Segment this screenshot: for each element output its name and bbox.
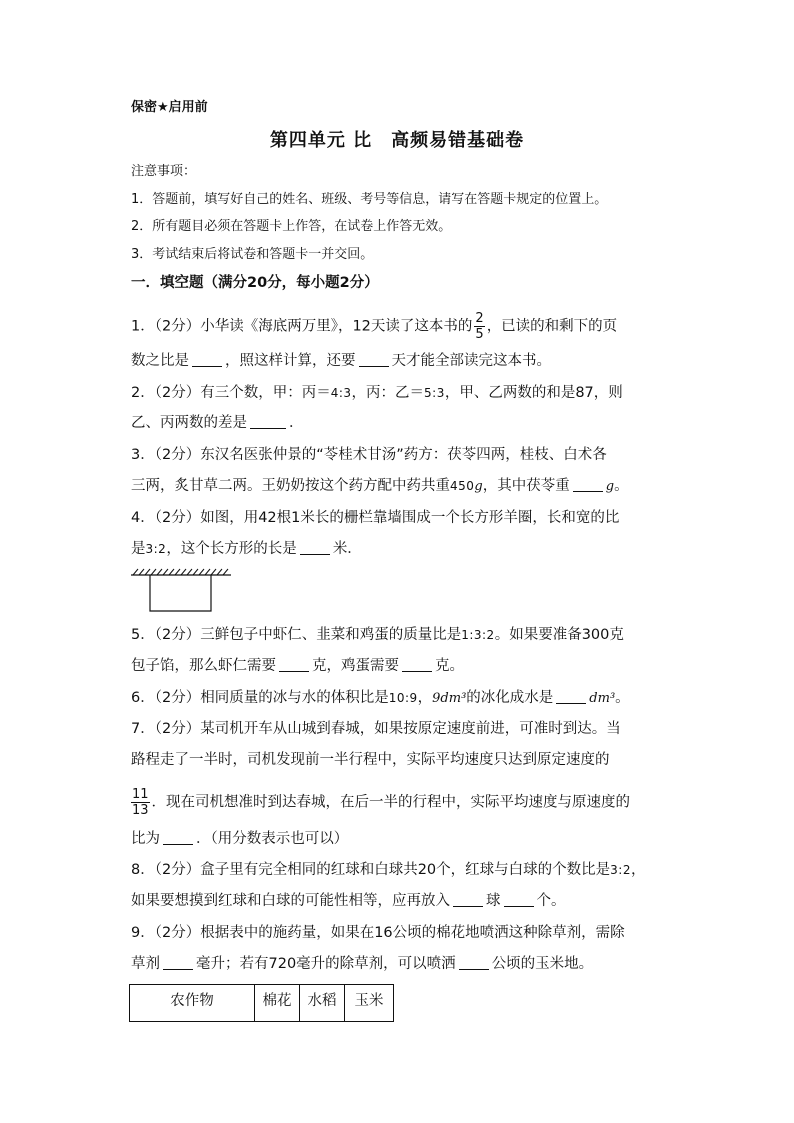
q8-text-b: ， (630, 862, 646, 878)
q2-text-d: 乙、丙两数的差是 (131, 415, 247, 431)
q9-line2 (131, 954, 593, 974)
answer-blank[interactable] (453, 892, 483, 907)
q8-ratio: 3:2 (610, 863, 631, 877)
answer-blank[interactable] (359, 352, 389, 367)
q7-frac-den: 13 (132, 803, 149, 818)
pen-rectangle (150, 575, 211, 611)
q9-text-c: 公顷的玉米地。 (491, 956, 594, 972)
q2-text-b: ，丙：乙＝ (351, 385, 425, 401)
q7-fraction (131, 787, 150, 818)
q3-line1: 3．（2分）东汉名医张仲景的“苓桂术甘汤”药方：茯苓四两，桂枝、白术各 (131, 447, 607, 463)
table-header-crop: 农作物 (130, 985, 255, 1022)
q2-ratio-2: 5:3 (424, 386, 445, 400)
q6-line1 (131, 688, 630, 709)
q2-ratio-1: 4:3 (330, 386, 352, 400)
sheep-pen-diagram (131, 568, 231, 614)
notice-item-3: 3．考试结束后将试卷和答题卡一并交回。 (131, 247, 374, 262)
q1-text-e: 天才能全部读完这本书。 (391, 353, 551, 369)
q1-text-b: ，已读的和剩下的页 (486, 318, 618, 335)
answer-blank[interactable] (300, 540, 330, 555)
q5-text-c: 包子馅，那么虾仁需要 (131, 658, 276, 674)
q1-frac-den: 5 (475, 327, 484, 342)
q3-unit: g (474, 479, 483, 494)
q4-text-b: ，这个长方形的长是 (166, 541, 297, 557)
q9-text-b: 毫升；若有720毫升的除草剂，可以喷洒 (196, 956, 456, 972)
answer-blank[interactable] (573, 477, 603, 492)
q3-line2 (131, 476, 629, 497)
q6-ratio: 10:9 (388, 691, 418, 705)
q6-text-c: 的冰化成水是 (466, 690, 554, 706)
table-row (130, 985, 394, 1022)
q8-text-d: 球 (486, 893, 501, 909)
q7-line4 (131, 829, 348, 849)
q5-text-b: 。如果要准备300克 (494, 627, 624, 643)
q9-text-a: 草剂 (131, 956, 160, 972)
answer-blank[interactable] (556, 689, 586, 704)
q7-text-d: 比为 (131, 831, 160, 847)
q8-text-e: 个。 (536, 893, 566, 909)
q8-text-a: 8．（2分）盒子里有完全相同的红球和白球共20个，红球与白球的个数比是 (131, 862, 611, 878)
q5-text-a: 5．（2分）三鲜包子中虾仁、韭菜和鸡蛋的质量比是 (131, 627, 462, 643)
answer-blank[interactable] (250, 414, 286, 429)
q7-text-c: ．现在司机想准时到达春城，在后一半的行程中，实际平均速度与原速度的 (151, 794, 631, 811)
q8-line1 (131, 860, 645, 880)
wall-hatching (133, 569, 228, 575)
q4-ratio: 3:2 (145, 542, 167, 556)
q4-line2 (131, 539, 362, 559)
q3-text-a: 三两，炙甘草二两。王奶奶按这个药方配中药共重 (131, 478, 450, 494)
q9-line1: 9．（2分）根据表中的施药量，如果在16公顷的棉花地喷洒这种除草剂，需除 (131, 925, 625, 941)
q2-line1 (131, 383, 623, 403)
q7-text-e: ．（用分数表示也可以） (196, 831, 349, 847)
q5-ratio: 1:3:2 (461, 628, 495, 642)
q7-line1: 7．（2分）某司机开车从山城到春城，如果按原定速度前进，可准时到达。当 (131, 721, 621, 737)
table-header-rice: 水稻 (300, 985, 345, 1022)
q8-text-c: 如果要想摸到红球和白球的可能性相等，应再放入 (131, 893, 450, 909)
q3-unit-2: g (605, 479, 615, 494)
q6-value: 9dm³ (432, 691, 467, 706)
table-header-corn: 玉米 (345, 985, 394, 1022)
q2-text-e: ． (289, 415, 304, 431)
application-rate-table (129, 984, 394, 1022)
answer-blank[interactable] (192, 352, 222, 367)
q1-line1 (131, 311, 617, 342)
q1-frac-num: 2 (475, 311, 484, 326)
q6-unit: dm³ (589, 691, 616, 706)
q8-line2 (131, 891, 566, 911)
q3-value: 450 (450, 479, 475, 493)
answer-blank[interactable] (163, 830, 193, 845)
q3-text-c: 。 (614, 478, 629, 494)
answer-blank[interactable] (459, 955, 489, 970)
q3-text-b: ，其中茯苓重 (482, 478, 570, 494)
q4-line1: 4．（2分）如图，用42根1米长的栅栏靠墙围成一个长方形羊圈，长和宽的比 (131, 510, 620, 526)
q1-line2 (131, 351, 551, 371)
q6-text-a: 6．（2分）相同质量的冰与水的体积比是 (131, 690, 389, 706)
q2-line2 (131, 413, 304, 433)
q2-text-c: ，甲、乙两数的和是87，则 (444, 385, 623, 401)
q5-text-e: 克。 (435, 658, 464, 674)
notice-item-1: 1．答题前，填写好自己的姓名、班级、考号等信息，请写在答题卡规定的位置上。 (131, 192, 608, 207)
notice-heading: 注意事项： (131, 164, 197, 179)
table-header-cotton: 棉花 (255, 985, 300, 1022)
q6-text-b: ， (417, 690, 433, 706)
answer-blank[interactable] (279, 657, 309, 672)
q5-line2 (131, 656, 464, 676)
answer-blank[interactable] (504, 892, 534, 907)
page-title: 第四单元 比 高频易错基础卷 (269, 130, 525, 151)
q4-text-a: 是 (131, 541, 146, 557)
q5-text-d: 克，鸡蛋需要 (312, 658, 399, 674)
q1-text-c: 数之比是 (131, 353, 189, 369)
answer-blank[interactable] (402, 657, 432, 672)
q6-text-d: 。 (615, 690, 630, 706)
q4-text-c: 米． (332, 541, 362, 557)
q1-text-d: ，照这样计算，还要 (225, 353, 356, 369)
section-title: 一．填空题（满分20分，每小题2分） (131, 275, 379, 291)
q2-text-a: 2．（2分）有三个数，甲：丙＝ (131, 385, 331, 401)
q5-line1 (131, 625, 624, 645)
q7-frac-num: 11 (132, 787, 149, 802)
q1-text-a: 1．（2分）小华读《海底两万里》，12天读了这本书的 (131, 318, 473, 335)
notice-item-2: 2．所有题目必须在答题卡上作答，在试卷上作答无效。 (131, 219, 452, 234)
secret-label: 保密★启用前 (131, 100, 208, 115)
q1-fraction (474, 311, 484, 342)
q7-line2: 路程走了一半时，司机发现前一半行程中，实际平均速度只达到原定速度的 (131, 752, 610, 768)
q7-line3 (131, 787, 630, 818)
answer-blank[interactable] (163, 955, 193, 970)
